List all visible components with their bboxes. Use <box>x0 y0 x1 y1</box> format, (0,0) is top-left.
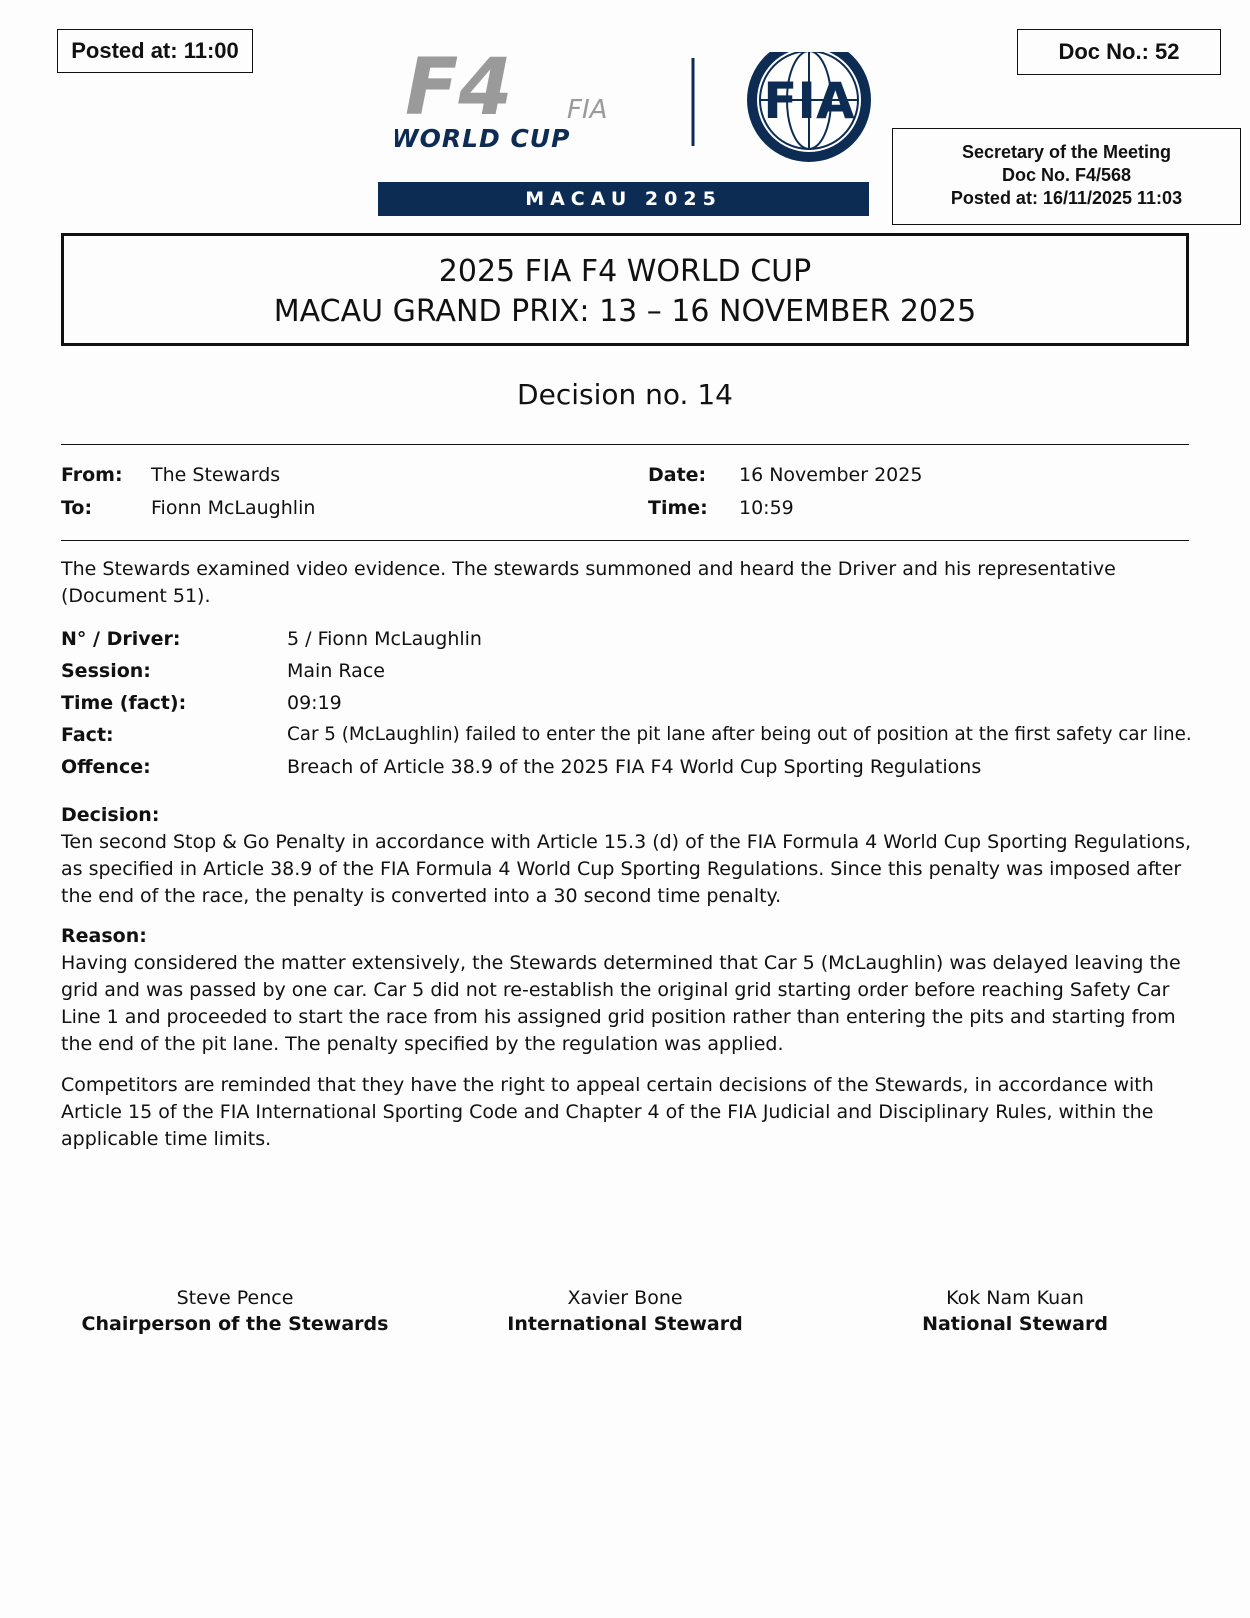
fia-emblem-icon <box>746 52 872 162</box>
doc-number-box: Doc No.: 52 <box>1017 29 1221 75</box>
event-title-line-1: 2025 FIA F4 WORLD CUP <box>438 254 812 289</box>
steward-title: Chairperson of the Stewards <box>81 1313 389 1335</box>
from-label: From: <box>61 464 123 486</box>
secretary-stamp <box>892 128 1241 225</box>
appeal-notice: Competitors are reminded that they have the right to appeal certain decisions of the Stewards, in accordance with Article 15 of the FIA International Sporting Code and Chapter 4 of the FIA Judicial and Disciplinary Rules, within the applicable time limits. <box>61 1074 1154 1150</box>
from-value: The Stewards <box>151 464 281 486</box>
detail-label: Offence: <box>61 756 151 778</box>
detail-row <box>61 756 1191 788</box>
detail-value: Car 5 (McLaughlin) failed to enter the pit lane after being out of position at the first safety car line. <box>287 724 1192 745</box>
detail-value: 09:19 <box>287 692 342 714</box>
detail-row <box>61 660 1191 692</box>
intro-paragraph: The Stewards examined video evidence. The stewards summoned and heard the Driver and his representative (Document 51). <box>61 558 1116 607</box>
detail-row <box>61 724 1191 756</box>
time-label: Time: <box>648 497 708 519</box>
event-title-box <box>61 233 1189 346</box>
world-cup-text: WORLD CUP <box>395 124 571 153</box>
detail-label: N° / Driver: <box>61 628 181 650</box>
f4-world-cup-logo <box>395 52 875 162</box>
decision-text: Ten second Stop & Go Penalty in accordance with Article 15.3 (d) of the FIA Formula 4 World Cup Sporting Regulations, as specified in Article 38.9 of the FIA Formula 4 World Cup Sporting Regulations. Since this penalty was imposed after the end of the race, the penalty is converted into a 30 second time penalty. <box>61 831 1191 907</box>
to-value: Fionn McLaughlin <box>151 497 316 519</box>
reason-section <box>61 923 1191 1058</box>
steward-name: Steve Pence <box>176 1287 294 1309</box>
steward-title: International Steward <box>507 1313 743 1335</box>
f4-logo-text: F4 <box>405 52 513 133</box>
detail-value: Breach of Article 38.9 of the 2025 FIA F4 World Cup Sporting Regulations <box>287 756 982 778</box>
posted-at-box: Posted at: 11:00 <box>57 29 253 73</box>
time-value: 10:59 <box>739 497 794 519</box>
fia-emblem-text: FIA <box>763 72 855 130</box>
date-label: Date: <box>648 464 707 486</box>
secretary-line-1: Secretary of the Meeting <box>961 142 1172 162</box>
detail-label: Time (fact): <box>61 692 187 714</box>
divider-bottom <box>61 540 1189 541</box>
detail-value: Main Race <box>287 660 385 682</box>
signature-block <box>80 1285 390 1337</box>
reason-label: Reason: <box>61 925 147 947</box>
signature-block <box>860 1285 1170 1337</box>
detail-row <box>61 628 1191 660</box>
secretary-line-2: Doc No. F4/568 <box>1001 165 1132 185</box>
signature-block <box>470 1285 780 1337</box>
macau-banner: MACAU 2025 <box>378 182 869 216</box>
decision-section <box>61 802 1191 910</box>
detail-label: Fact: <box>61 724 114 746</box>
steward-title: National Steward <box>922 1313 1108 1335</box>
detail-row <box>61 692 1191 724</box>
event-logo <box>395 52 875 162</box>
secretary-line-3: Posted at: 16/11/2025 11:03 <box>950 188 1183 208</box>
detail-label: Session: <box>61 660 151 682</box>
date-value: 16 November 2025 <box>739 464 923 486</box>
fia-small-text: FIA <box>567 95 608 125</box>
steward-name: Xavier Bone <box>567 1287 683 1309</box>
decision-label: Decision: <box>61 804 160 826</box>
decision-title: Decision no. 14 <box>517 378 733 411</box>
detail-value: 5 / Fionn McLaughlin <box>287 628 482 650</box>
reason-text: Having considered the matter extensively, the Stewards determined that Car 5 (McLaughlin) was delayed leaving the grid and was passed by one car. Car 5 did not re-establish the original grid starting order before reaching Safety Car Line 1 and proceeded to start the race from his assigned grid position rather than entering the pits and starting from the end of the pit lane. The penalty specified by the regulation was applied. <box>61 952 1181 1055</box>
to-label: To: <box>61 497 93 519</box>
steward-name: Kok Nam Kuan <box>946 1287 1084 1309</box>
event-title-line-2: MACAU GRAND PRIX: 13 – 16 NOVEMBER 2025 <box>273 294 977 329</box>
divider-top <box>61 444 1189 445</box>
